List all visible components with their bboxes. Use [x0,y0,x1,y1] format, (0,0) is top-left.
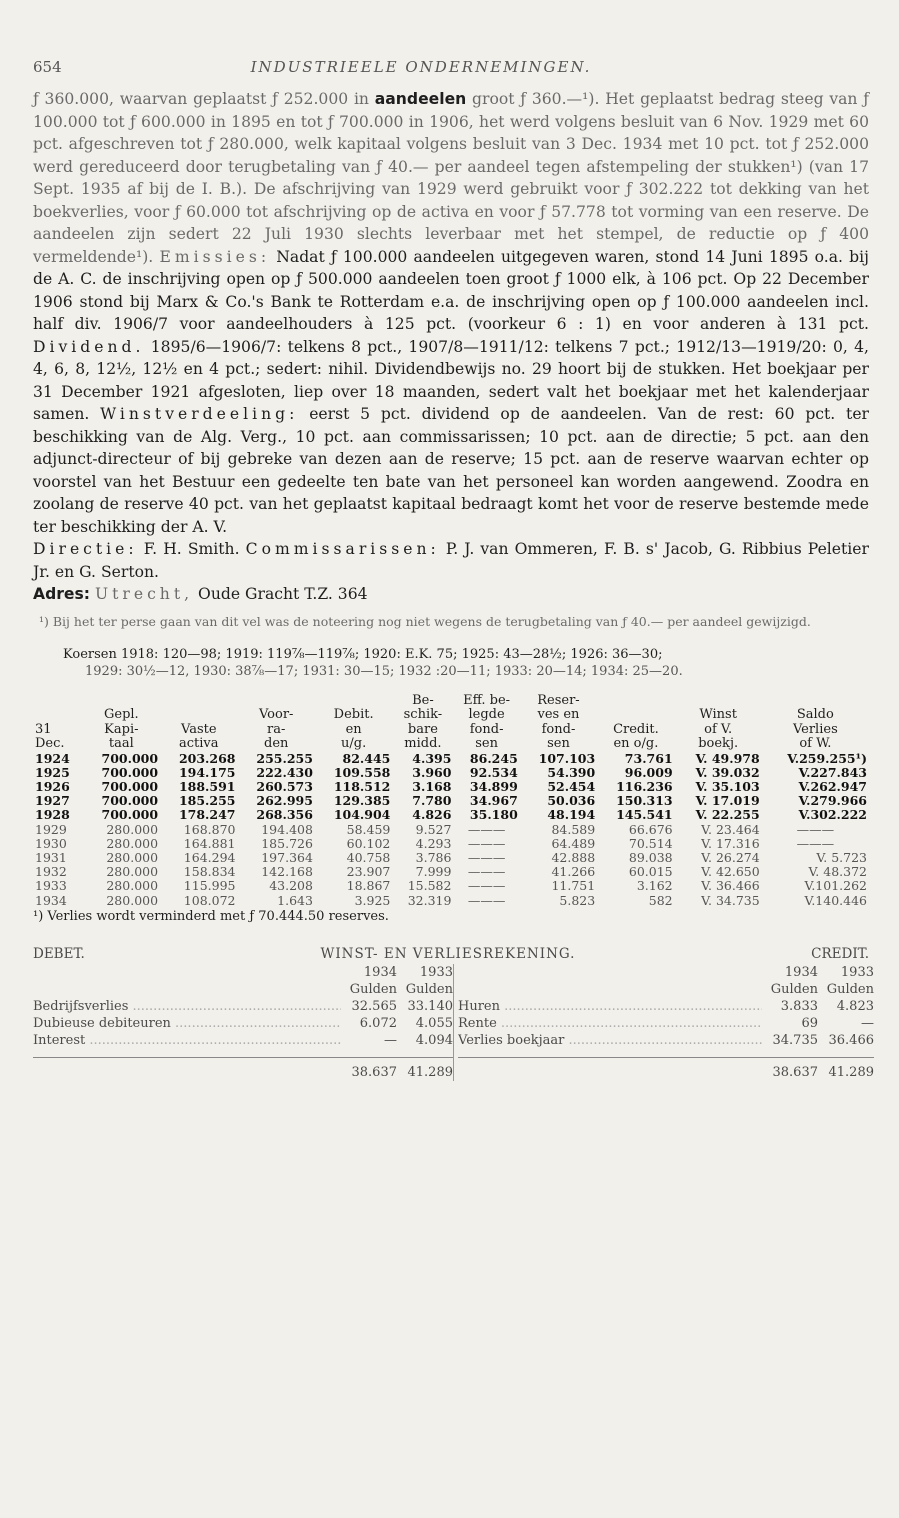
table-cell: 60.015 [628,864,673,880]
table-cell: 197.364 [261,849,313,865]
table-cell: 23.907 [346,864,391,880]
table-cell: 700.000 [101,764,159,780]
page-number: 654 [33,58,62,76]
year-cell: 1934 [35,892,67,908]
table-cell: V.227.843 [798,764,867,780]
table-cell: 3.925 [354,892,391,908]
price-history [33,646,869,680]
table-cell: ——— [467,864,506,880]
table-cell: 18.867 [346,878,391,894]
table-cell: V.302.222 [798,807,867,823]
account-row [458,998,874,1015]
table-cell: 89.038 [628,849,673,865]
table-cell: V. 23.464 [701,821,760,837]
table-row [33,851,869,865]
table-row [33,837,869,851]
financial-table [33,694,869,908]
account-value: 3.833 [780,998,818,1014]
price-line-1: Koersen 1918: 120—98; 1919: 119⅞—119⅞; 1920: E.K. 75; 1925: 43—28½; 1926: 36—30; [63,646,663,662]
table-cell: ——— [467,878,506,894]
table-cell: 73.761 [624,750,673,766]
table-cell: ——— [796,821,835,837]
table-cell: 1.643 [277,892,313,908]
debet-side: 1934 1933 Gulden Gulden Bedrijfsverlies ..... 32.565 33.140 Dubieuse debiteuren ..... 6.072 4.055 Interest ..... — 4.094 38.637 41.289 [33,964,453,1081]
section-label-emissies: Emissies: [159,247,271,266]
table-cell: 66.676 [628,821,673,837]
account-row [458,1032,874,1049]
account-row [33,1032,453,1049]
table-cell: 48.194 [547,807,596,823]
table-cell: V. 36.466 [701,878,760,894]
section-label-commissarissen: Commissarissen: [245,540,440,558]
table-cell: 11.751 [551,878,596,894]
account-value: 33.140 [407,998,453,1014]
account-value: — [861,1015,874,1031]
year-cell: 1924 [35,750,70,766]
table-cell: 280.000 [106,878,159,894]
address-paragraph: Adres: Utrecht, Oude Gracht T.Z. 364 [33,585,368,603]
table-cell: V. 22.255 [695,807,760,823]
table-cell: 178.247 [178,807,236,823]
table-cell: 84.589 [551,821,596,837]
table-cell: 40.758 [346,849,391,865]
table-cell: 92.534 [469,764,518,780]
year-cell: 1928 [35,807,70,823]
account-label: Rente ..... [458,1015,762,1032]
table-cell: 280.000 [106,821,159,837]
table-cell: V. 17.316 [701,835,760,851]
table-cell: 52.454 [547,778,596,794]
table-cell: 185.726 [261,835,313,851]
table-cell: 115.995 [183,878,236,894]
section-label-dividend: Dividend. [33,337,145,356]
table-cell: 5.823 [559,892,596,908]
price-line-2: 1929: 30½—12, 1930: 38⅞—17; 1931: 30—15; 1932 :20—11; 1933: 20—14; 1934: 25—20. [85,663,683,679]
table-cell: 164.881 [183,835,236,851]
table-cell: 60.102 [346,835,391,851]
table-cell: 107.103 [538,750,596,766]
table-cell: 3.960 [412,764,452,780]
table-row [33,794,869,808]
table-cell: 194.408 [261,821,313,837]
account-value: 34.735 [772,1032,818,1048]
year-cell: 1932 [35,864,67,880]
table-cell: 194.175 [178,764,236,780]
section-label-adres: Adres: [33,585,91,603]
capital-paragraph: ƒ 360.000, waarvan geplaatst ƒ 252.000 in aandeelen groot ƒ 360.—¹). Het geplaatst bedrag steeg van ƒ 100.000 tot ƒ 600.000 in 1895 en tot ƒ 700.000 in 1906, het werd volgens besluit van 6 Nov. 1929 met 60 pct. afgeschreven tot ƒ 280.000, welk kapitaal volgens besluit van 3 Dec. 1934 met 10 pct. tot ƒ 252.000 werd gereduceerd door terugbetaling van ƒ 40.— per aandeel tegen afstempeling der stukken¹) (van 17 Sept. 1935 af bij de I. B.). De afschrijving van 1929 werd gebruikt voor ƒ 302.222 tot dekking van het boekverlies, voor ƒ 60.000 tot afschrijving op de activa en voor ƒ 57.778 tot vorming van een reserve. De aandeelen zijn sedert 22 Juli 1930 slechts leverbaar met het stempel, de reductie op ƒ 400 vermeldende¹). Emissies: Nadat ƒ 100.000 aandeelen uitgegeven waren, stond 14 Juni 1895 o.a. bij de A. C. de inschrijving open op ƒ 500.000 aandeelen toen groot ƒ 1000 elk, à 106 pct. Op 22 December 1906 stond bij Marx & Co.'s Bank te Rotterdam e.a. de inschrijving open op ƒ 100.000 aandeelen incl. half div. 1906/7 voor aandeelhouders à 125 pct. (voorkeur 6 : 1) en voor anderen à 131 pct. Dividend. 1895/6—1906/7: telkens 8 pct., 1907/8—1911/12: telkens 7 pct.; 1912/13—1919/20: 0, 4, 4, 6, 8, 12½, 12½ en 4 pct.; sedert: nihil. Dividendbewijs no. 29 hoort bij de stukken. Het boekjaar per 31 December 1921 afgesloten, liep over 18 maanden, sedert valt het boekjaar met het kalenderjaar samen. Winstverdeeling: eerst 5 pct. dividend op de aandeelen. Van de rest: 60 pct. ter beschikking van de Alg. Verg., 10 pct. aan commissarissen; 10 pct. aan de directie; 5 pct. aan den adjunct-directeur of bij gebreke van dezen aan de reserve; 15 pct. aan de reserve waarvan echter op voorstel van het Bestuur een gedeelte ten bate van het personeel kan worden aangewend. Zoodra en zoolang de reserve 40 pct. van het geplaatst kapitaal bedraagt komt het voor de reserve bestemde mede ter beschikking der A. V. [33,90,870,536]
credit-heading: CREDIT. [811,945,869,962]
debet-total: 38.637 41.289 [33,1057,453,1081]
table-header: Reser- ves en fond- sen [537,692,580,751]
year-cell: 1927 [35,793,70,809]
table-header: Credit. en o/g. [613,721,659,751]
table-cell: 280.000 [106,864,159,880]
year-cell: 1933 [35,878,67,894]
table-cell: 280.000 [106,892,159,908]
account-label: Interest ..... [33,1032,341,1049]
credit-side: 1934 1933 Gulden Gulden Huren ..... 3.833 4.823 Rente ..... 69 — Verlies boekjaar ..... 34.735 36.466 38.637 41.289 [453,964,874,1081]
table-cell: 129.385 [333,793,391,809]
table-cell: 168.870 [183,821,236,837]
table-row [33,752,869,766]
table-cell: 108.072 [183,892,236,908]
table-header: Saldo Verlies of W. [792,707,838,751]
account-row [33,998,453,1015]
table-header: Gepl. Kapi- taal [103,707,139,751]
table-cell: V. 42.650 [701,864,760,880]
section-label-aandeelen: aandeelen [374,90,467,108]
credit-total: 38.637 41.289 [458,1057,874,1081]
account-row [33,1015,453,1032]
running-title: INDUSTRIEELE ONDERNEMINGEN. [250,58,592,76]
table-cell: ——— [467,821,506,837]
table-row [33,780,869,794]
table-cell: 4.293 [415,835,452,851]
table-cell: V. 49.978 [695,750,760,766]
table-cell: 164.294 [183,849,236,865]
body-text [33,88,869,606]
page-header [33,58,869,88]
table-cell: 96.009 [624,764,673,780]
table-row [33,894,869,908]
table-cell: 582 [648,892,673,908]
account-value: 32.565 [351,998,397,1014]
table-row [33,766,869,780]
table-header: Voor- ra- den [258,707,294,751]
account-value: 4.094 [415,1032,453,1048]
table-cell: V. 39.032 [695,764,760,780]
table-cell: 34.899 [469,778,518,794]
table-cell: 3.162 [636,878,673,894]
account-value: 4.823 [836,998,874,1014]
account-value: 36.466 [828,1032,874,1048]
profit-loss-account [33,945,874,1086]
table-cell: 700.000 [101,793,159,809]
document-page [33,58,874,1086]
account-label: Dubieuse debiteuren ..... [33,1015,341,1032]
table-row [33,865,869,879]
account-label: Bedrijfsverlies ..... [33,998,341,1015]
table-cell: 188.591 [178,778,236,794]
table-cell: 145.541 [616,807,673,823]
table-cell: V. 17.019 [695,793,760,809]
table-cell: 109.558 [333,764,391,780]
account-label: Verlies boekjaar ..... [458,1032,762,1049]
table-cell: V. 34.735 [701,892,760,908]
table-cell: 280.000 [106,835,159,851]
table-cell: 41.266 [551,864,596,880]
year-cell: 1926 [35,778,70,794]
table-cell: V.279.966 [798,793,867,809]
table-cell: V.262.947 [798,778,867,794]
year-cell: 1930 [35,835,67,851]
footnote: ¹) Bij het ter perse gaan van dit vel was de noteering nog niet wegens de terugbetaling van ƒ 40.— per aandeel gewijzigd. [39,613,811,629]
section-label-winstverdeeling: Winstverdeeling: [100,405,299,423]
table-cell: 104.904 [333,807,391,823]
table-cell: 700.000 [101,807,159,823]
table-cell: 142.168 [261,864,313,880]
table-cell: 42.888 [551,849,596,865]
table-cell: ——— [467,849,506,865]
table-cell: 70.514 [628,835,673,851]
table-cell: 4.826 [412,807,452,823]
table-cell: 203.268 [178,750,236,766]
account-row [458,1015,874,1032]
table-cell: 50.036 [547,793,596,809]
management-paragraph: Directie: F. H. Smith. Commissarissen: P. J. van Ommeren, F. B. s' Jacob, G. Ribbius Peletier Jr. en G. Serton. [33,540,869,581]
table-cell: 150.313 [616,793,673,809]
table-header: Vaste activa [179,721,219,751]
table-header: Be- schik- bare midd. [403,692,443,751]
table-cell: 185.255 [178,793,236,809]
table-cell: 43.208 [269,878,313,894]
year-cell: 1929 [35,821,67,837]
table-cell: ——— [796,835,835,851]
table-row [33,808,869,822]
table-row [33,823,869,837]
table-header: Debit. en u/g. [333,707,374,751]
account-value: 6.072 [359,1015,397,1031]
table-cell: ——— [467,892,506,908]
table-cell: 255.255 [256,750,313,766]
table-cell: 3.168 [412,778,452,794]
table-cell: V. 5.723 [816,849,867,865]
table-cell: 260.573 [256,778,313,794]
table-cell: 268.356 [256,807,313,823]
year-cell: 1931 [35,849,67,865]
table-cell: V. 35.103 [695,778,760,794]
account-label: Huren ..... [458,998,762,1015]
debet-heading: DEBET. [33,945,85,962]
table-cell: 9.527 [415,821,452,837]
table-cell: 7.780 [412,793,452,809]
table-cell: 54.390 [547,764,596,780]
table-cell: V.101.262 [804,878,867,894]
table-cell: ——— [467,835,506,851]
table-cell: V. 26.274 [701,849,760,865]
account-title: WINST- EN VERLIESREKENING. [320,945,576,962]
year-cell: 1925 [35,764,70,780]
table-footnote: ¹) Verlies wordt verminderd met ƒ 70.444.50 reserves. [33,908,389,924]
table-cell: 280.000 [106,849,159,865]
table-cell: V.259.255¹) [787,750,867,766]
table-cell: V.140.446 [804,892,867,908]
table-cell: 58.459 [346,821,391,837]
table-cell: 34.967 [469,793,518,809]
table-cell: 3.786 [415,849,452,865]
section-label-directie: Directie: [33,540,138,558]
account-value: — [384,1032,397,1048]
table-cell: 116.236 [616,778,673,794]
table-cell: 262.995 [256,793,313,809]
table-cell: 7.999 [415,864,452,880]
table-header: Eff. be- legde fond- sen [463,692,511,751]
table-cell: 4.395 [412,750,452,766]
table-cell: 82.445 [342,750,391,766]
table-cell: 118.512 [333,778,391,794]
table-cell: 15.582 [407,878,452,894]
table-cell: 700.000 [101,750,159,766]
table-cell: 35.180 [469,807,518,823]
table-cell: 158.834 [183,864,236,880]
table-cell: 64.489 [551,835,596,851]
table-cell: V. 48.372 [808,864,867,880]
table-cell: 86.245 [469,750,518,766]
table-header: 31 Dec. [35,721,65,751]
account-value: 69 [801,1015,818,1031]
table-header: Winst of V. boekj. [698,707,739,751]
table-cell: 700.000 [101,778,159,794]
table-cell: 222.430 [256,764,313,780]
table-cell: 32.319 [407,892,452,908]
table-row [33,879,869,893]
account-value: 4.055 [415,1015,453,1031]
